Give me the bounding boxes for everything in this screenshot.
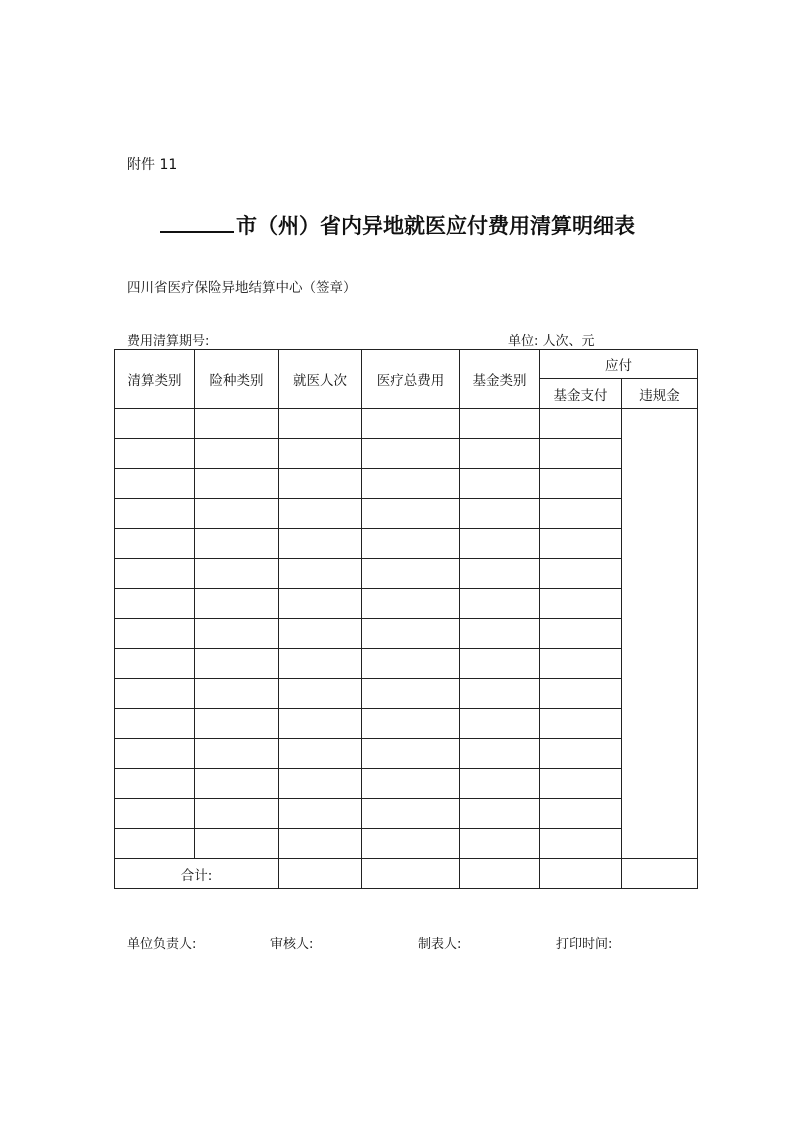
table-cell — [195, 439, 279, 469]
table-cell — [540, 499, 622, 529]
table-cell — [279, 739, 362, 769]
table-row — [115, 589, 698, 619]
total-row — [115, 859, 698, 889]
period-label: 费用清算期号: — [127, 334, 210, 349]
table-row — [115, 679, 698, 709]
footer-maker: 制表人: — [418, 937, 462, 952]
table-cell — [362, 769, 460, 799]
table-cell — [460, 499, 540, 529]
table-row — [115, 529, 698, 559]
header-payable: 应付 — [540, 350, 698, 379]
table-cell — [279, 709, 362, 739]
table-cell — [362, 589, 460, 619]
table-cell — [460, 409, 540, 439]
table-cell — [362, 649, 460, 679]
attachment-label: 附件 11 — [127, 157, 178, 173]
table-cell — [540, 829, 622, 859]
header-fund-type: 基金类别 — [460, 350, 540, 409]
table-row — [115, 739, 698, 769]
header-violation-funds: 违规金 — [622, 379, 698, 409]
table-cell — [115, 649, 195, 679]
table-row — [115, 559, 698, 589]
table-cell — [115, 499, 195, 529]
table-cell — [540, 649, 622, 679]
table-cell — [115, 559, 195, 589]
total-label: 合计: — [115, 859, 279, 889]
total-cell — [622, 859, 698, 889]
table-cell — [115, 799, 195, 829]
table-cell — [195, 559, 279, 589]
table-cell — [460, 649, 540, 679]
table-row — [115, 499, 698, 529]
table-cell — [115, 679, 195, 709]
table-cell — [540, 529, 622, 559]
footer-print-time: 打印时间: — [556, 937, 613, 952]
settlement-table — [114, 349, 698, 889]
table-cell — [460, 469, 540, 499]
table-cell — [460, 679, 540, 709]
table-cell — [540, 769, 622, 799]
table-cell — [195, 739, 279, 769]
table-cell — [460, 829, 540, 859]
table-cell — [115, 769, 195, 799]
table-cell — [362, 679, 460, 709]
table-row — [115, 709, 698, 739]
table-cell — [540, 799, 622, 829]
table-cell — [195, 649, 279, 679]
table-cell — [460, 619, 540, 649]
table-cell — [195, 589, 279, 619]
page-title — [160, 210, 635, 240]
table-cell — [540, 679, 622, 709]
table-cell — [195, 619, 279, 649]
table-cell — [115, 409, 195, 439]
table-cell — [195, 499, 279, 529]
table-cell — [540, 589, 622, 619]
table-cell — [279, 409, 362, 439]
table-row — [115, 619, 698, 649]
table-cell — [115, 619, 195, 649]
table-cell — [279, 799, 362, 829]
total-cell — [362, 859, 460, 889]
table-cell — [460, 589, 540, 619]
table-cell — [540, 409, 622, 439]
table-cell — [195, 829, 279, 859]
title-blank-line — [160, 213, 234, 233]
total-cell — [460, 859, 540, 889]
table-cell — [540, 709, 622, 739]
table-cell — [540, 439, 622, 469]
table-cell — [195, 709, 279, 739]
table-cell — [195, 799, 279, 829]
total-cell — [279, 859, 362, 889]
table-cell — [195, 769, 279, 799]
table-cell — [279, 589, 362, 619]
table-cell — [362, 709, 460, 739]
table-cell — [115, 469, 195, 499]
table-cell — [279, 769, 362, 799]
table-cell — [115, 709, 195, 739]
table-row — [115, 409, 698, 439]
header-insurance-type: 险种类别 — [195, 350, 279, 409]
table-cell — [115, 439, 195, 469]
table-cell — [279, 619, 362, 649]
table-cell — [362, 499, 460, 529]
table-cell — [195, 529, 279, 559]
table-cell — [362, 469, 460, 499]
table-cell — [115, 589, 195, 619]
table-cell — [362, 739, 460, 769]
header-settlement-type: 清算类别 — [115, 350, 195, 409]
table-row — [115, 769, 698, 799]
table-cell — [279, 679, 362, 709]
table-cell — [279, 439, 362, 469]
unit-label: 单位: 人次、元 — [508, 334, 595, 349]
table-cell — [279, 499, 362, 529]
table-cell — [195, 469, 279, 499]
header-total-cost: 医疗总费用 — [362, 350, 460, 409]
table-cell — [540, 619, 622, 649]
table-cell — [460, 709, 540, 739]
table-row — [115, 649, 698, 679]
table-cell — [279, 529, 362, 559]
table-cell — [362, 529, 460, 559]
table-cell — [195, 409, 279, 439]
table-cell — [460, 769, 540, 799]
table-cell — [362, 799, 460, 829]
table-cell — [460, 439, 540, 469]
table-cell — [460, 799, 540, 829]
table-cell — [540, 469, 622, 499]
total-cell — [540, 859, 622, 889]
table-cell — [115, 529, 195, 559]
footer-reviewer: 审核人: — [270, 937, 314, 952]
footer-unit-head: 单位负责人: — [127, 937, 197, 952]
table-row — [115, 799, 698, 829]
table-cell — [279, 649, 362, 679]
violation-funds-cell — [622, 409, 698, 859]
table-body — [115, 409, 698, 889]
table-cell — [279, 559, 362, 589]
settlement-center-label: 四川省医疗保险异地结算中心（签章） — [127, 280, 357, 296]
table-row — [115, 439, 698, 469]
table-cell — [362, 559, 460, 589]
header-visits: 就医人次 — [279, 350, 362, 409]
title-text: 市（州）省内异地就医应付费用清算明细表 — [236, 213, 635, 238]
table-cell — [362, 619, 460, 649]
table-cell — [362, 409, 460, 439]
table-cell — [460, 559, 540, 589]
table-cell — [540, 559, 622, 589]
table-cell — [279, 829, 362, 859]
table-cell — [460, 529, 540, 559]
table-cell — [362, 439, 460, 469]
table-row — [115, 469, 698, 499]
header-fund-payment: 基金支付 — [540, 379, 622, 409]
table-cell — [362, 829, 460, 859]
table-cell — [279, 469, 362, 499]
table-row — [115, 829, 698, 859]
table-cell — [115, 739, 195, 769]
table-cell — [540, 739, 622, 769]
table-cell — [460, 739, 540, 769]
table-cell — [115, 829, 195, 859]
table-cell — [195, 679, 279, 709]
